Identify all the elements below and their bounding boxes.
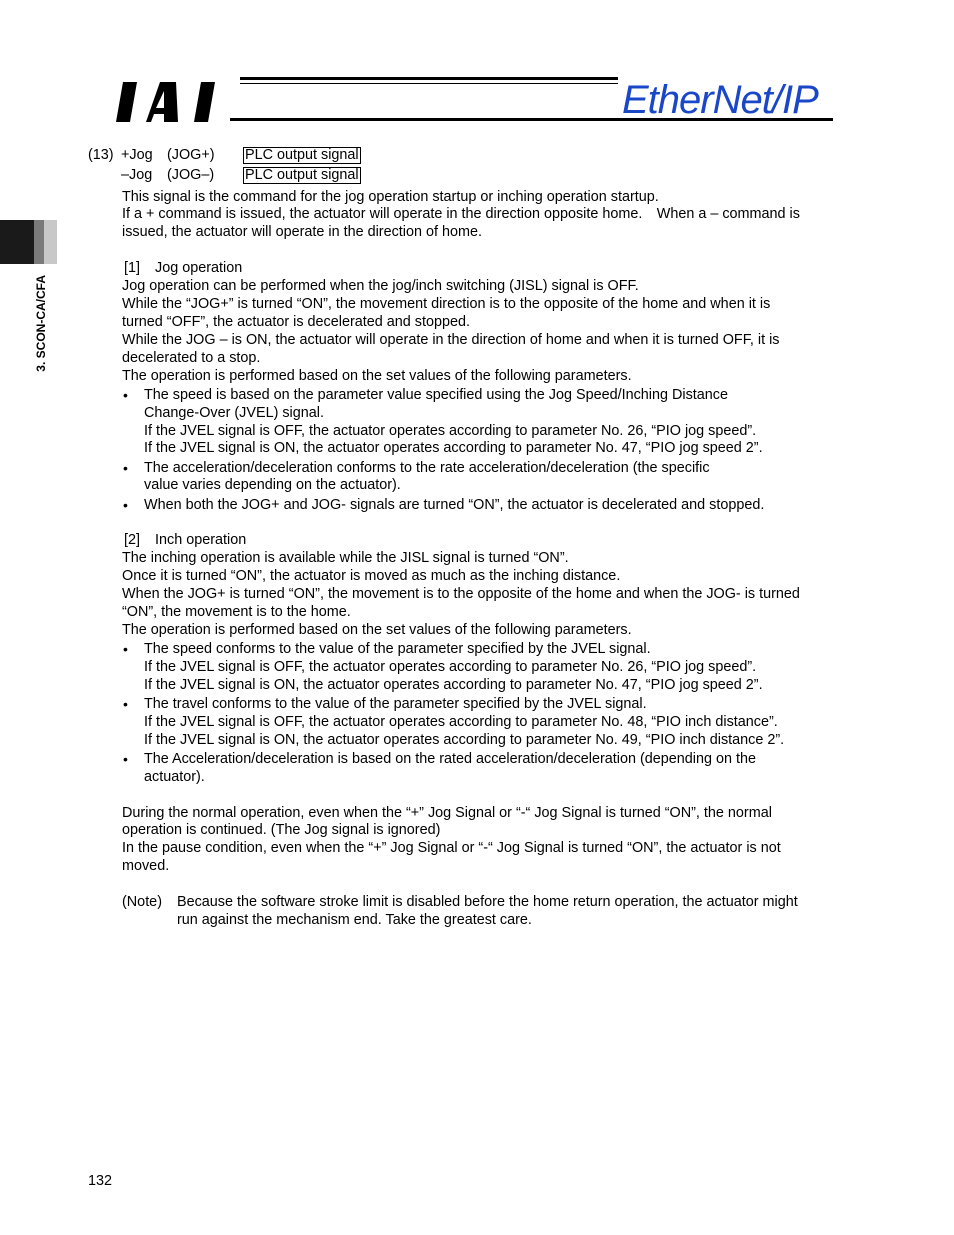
signal-type-badge-plus: PLC output signal	[245, 147, 359, 163]
inch-bullet-line: actuator).	[144, 769, 205, 785]
inch-line: “ON”, the movement is to the home.	[122, 604, 351, 620]
jog-line: The operation is performed based on the set values of the following parameters.	[122, 368, 632, 384]
bullet-dot: •	[123, 460, 128, 476]
brand-title: EtherNet/IP	[622, 78, 818, 122]
jog-line: While the JOG – is ON, the actuator will operate in the direction of home and when it is turned OFF, it is	[122, 332, 780, 348]
signal-code-minus: (JOG–)	[167, 167, 215, 183]
note-line: Because the software stroke limit is disabled before the home return operation, the actuator might	[177, 894, 798, 910]
side-tab-block-dark	[0, 220, 34, 264]
header-rule-top	[240, 77, 618, 80]
inch-bullet-line: If the JVEL signal is OFF, the actuator operates according to parameter No. 26, “PIO jog speed”.	[144, 659, 757, 675]
note-label: (Note)	[122, 894, 162, 910]
side-tab	[0, 220, 57, 264]
jog-bullet-line: When both the JOG+ and JOG- signals are turned “ON”, the actuator is decelerated and stopped.	[144, 497, 765, 513]
inch-line: When the JOG+ is turned “ON”, the movement is to the opposite of the home and when the JOG- is turned	[122, 586, 800, 602]
signal-name-minus: –Jog	[121, 167, 153, 183]
signal-type-badge-minus: PLC output signal	[245, 167, 359, 183]
side-tab-block-mid	[34, 220, 44, 264]
jog-bullet-line: value varies depending on the actuator).	[144, 477, 401, 493]
jog-line: turned “OFF”, the actuator is decelerated and stopped.	[122, 314, 470, 330]
side-tab-block-light	[44, 220, 57, 264]
signal-code-plus: (JOG+)	[167, 147, 215, 163]
closing-line: operation is continued. (The Jog signal is ignored)	[122, 822, 441, 838]
inch-bullet-line: The Acceleration/deceleration is based on the rated acceleration/deceleration (depending on the	[144, 751, 757, 767]
inch-bullet-line: If the JVEL signal is OFF, the actuator operates according to parameter No. 48, “PIO inch distance”.	[144, 714, 778, 730]
jog-heading-number: [1]	[124, 260, 140, 276]
closing-line: moved.	[122, 858, 170, 874]
inch-line: Once it is turned “ON”, the actuator is moved as much as the inching distance.	[122, 568, 621, 584]
inch-bullet-line: If the JVEL signal is ON, the actuator operates according to parameter No. 47, “PIO jog speed 2”.	[144, 677, 763, 693]
intro-line: issued, the actuator will operate in the direction of home.	[122, 224, 482, 240]
closing-line: During the normal operation, even when the “+” Jog Signal or “-“ Jog Signal is turned “ON”, the normal	[122, 805, 772, 821]
jog-line: Jog operation can be performed when the jog/inch switching (JISL) signal is OFF.	[122, 278, 639, 294]
side-tab-label: 3. SCON-CA/CFA	[34, 275, 48, 372]
page-number: 132	[88, 1173, 113, 1189]
closing-line: In the pause condition, even when the “+” Jog Signal or “-“ Jog Signal is turned “ON”, the actuator is not	[122, 840, 781, 856]
header-rule-mid	[240, 83, 618, 84]
jog-heading: Jog operation	[155, 260, 243, 276]
inch-heading-number: [2]	[124, 532, 140, 548]
jog-bullet-line: The speed is based on the parameter value specified using the Jog Speed/Inching Distance	[144, 387, 728, 403]
inch-bullet-line: If the JVEL signal is ON, the actuator operates according to parameter No. 49, “PIO inch distance 2”.	[144, 732, 785, 748]
jog-line: decelerated to a stop.	[122, 350, 261, 366]
inch-heading: Inch operation	[155, 532, 247, 548]
intro-line: If a + command is issued, the actuator will operate in the direction opposite home. When a – command is	[122, 206, 800, 222]
note-line: run against the mechanism end. Take the greatest care.	[177, 912, 532, 928]
signal-name-plus: +Jog	[121, 147, 153, 163]
inch-line: The inching operation is available while the JISL signal is turned “ON”.	[122, 550, 569, 566]
inch-bullet-line: The speed conforms to the value of the parameter specified by the JVEL signal.	[144, 641, 651, 657]
bullet-dot: •	[123, 641, 128, 657]
jog-bullet-line: The acceleration/deceleration conforms to the rate acceleration/deceleration (the specific	[144, 460, 710, 476]
jog-bullet-line: If the JVEL signal is OFF, the actuator operates according to parameter No. 26, “PIO jog speed”.	[144, 423, 757, 439]
bullet-dot: •	[123, 497, 128, 513]
section-number: (13)	[88, 147, 114, 163]
intro-line: This signal is the command for the jog operation startup or inching operation startup.	[122, 189, 659, 205]
iai-logo	[116, 82, 228, 122]
jog-bullet-line: If the JVEL signal is ON, the actuator operates according to parameter No. 47, “PIO jog speed 2”.	[144, 440, 763, 456]
bullet-dot: •	[123, 696, 128, 712]
inch-bullet-line: The travel conforms to the value of the parameter specified by the JVEL signal.	[144, 696, 647, 712]
inch-line: The operation is performed based on the set values of the following parameters.	[122, 622, 632, 638]
header	[0, 0, 954, 130]
jog-bullet-line: Change-Over (JVEL) signal.	[144, 405, 324, 421]
bullet-dot: •	[123, 751, 128, 767]
bullet-dot: •	[123, 387, 128, 403]
jog-line: While the “JOG+” is turned “ON”, the movement direction is to the opposite of the home and when it is	[122, 296, 771, 312]
